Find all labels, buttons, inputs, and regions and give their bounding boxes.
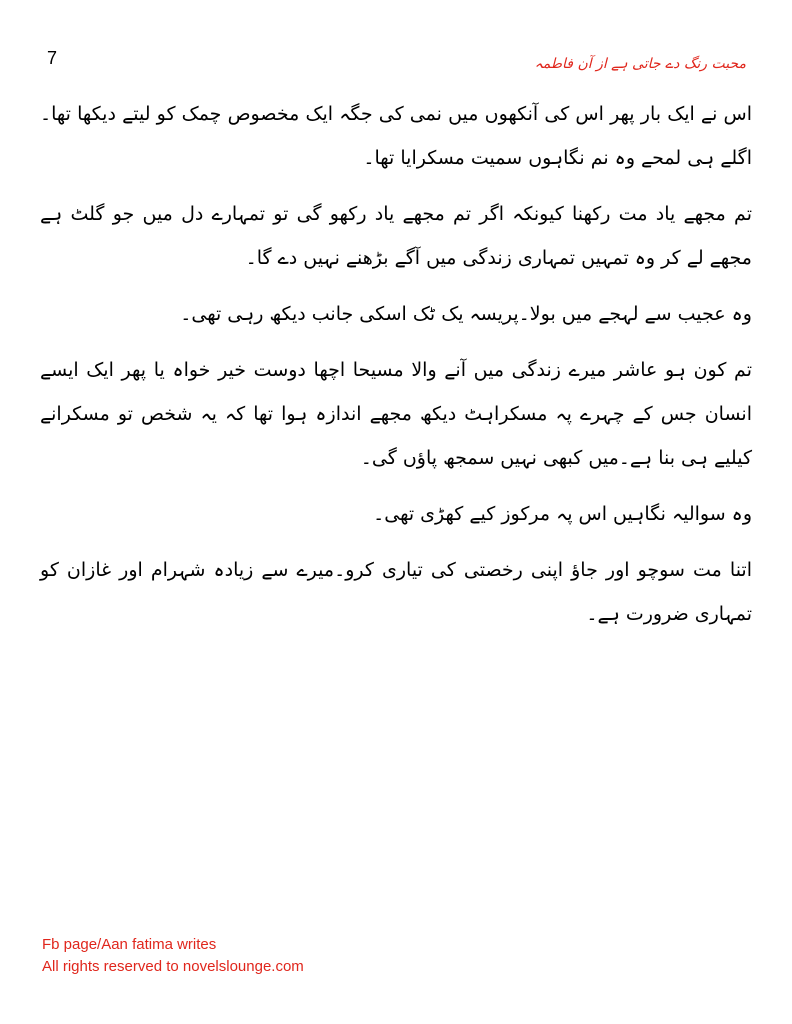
body-text — [40, 92, 752, 648]
footer-fb-page: Fb page/Aan fatima writes — [42, 936, 217, 953]
page-number: 7 — [47, 48, 58, 68]
footer — [42, 934, 304, 978]
running-header: محبت رنگ دے جاتی ہے از آن فاطمہ — [534, 56, 746, 72]
paragraph-5: وہ سوالیہ نگاہیں اس پہ مرکوز کیے کھڑی تھی۔ — [373, 503, 752, 525]
paragraph-3: وہ عجیب سے لہجے میں بولا۔پریسہ یک ٹک اسکی جانب دیکھ رہی تھی۔ — [180, 303, 752, 325]
paragraph-2: تم مجھے یاد مت رکھنا کیونکہ اگر تم مجھے یاد رکھو گی تو تمہارے دل میں جو گلٹ ہے مجھے لے کر وہ تمہیں تمہاری زندگی میں آگے بڑھنے نہیں دے گا۔ — [40, 203, 752, 269]
paragraph-6: اتنا مت سوچو اور جاؤ اپنی رخصتی کی تیاری کرو۔میرے سے زیادہ شہرام اور غازان کو تمہاری ضرورت ہے۔ — [40, 559, 752, 625]
paragraph-4: تم کون ہو عاشر میرے زندگی میں آنے والا مسیحا اچھا دوست خیر خواہ یا پھر ایک ایسے انسان جس کے چہرے پہ مسکراہٹ دیکھ مجھے اندازہ ہوا تھا کہ یہ شخص تو مسکرانے کیلیے ہی بنا ہے۔میں کبھی نہیں سمجھ پاؤں گی۔ — [40, 359, 752, 469]
paragraph-1: اس نے ایک بار پھر اس کی آنکھوں میں نمی کی جگہ ایک مخصوص چمک کو لیتے دیکھا تھا۔اگلے ہی لمحے وہ نم نگاہوں سمیت مسکرایا تھا۔ — [40, 103, 752, 169]
footer-rights: All rights reserved to novelslounge.com — [42, 958, 304, 975]
